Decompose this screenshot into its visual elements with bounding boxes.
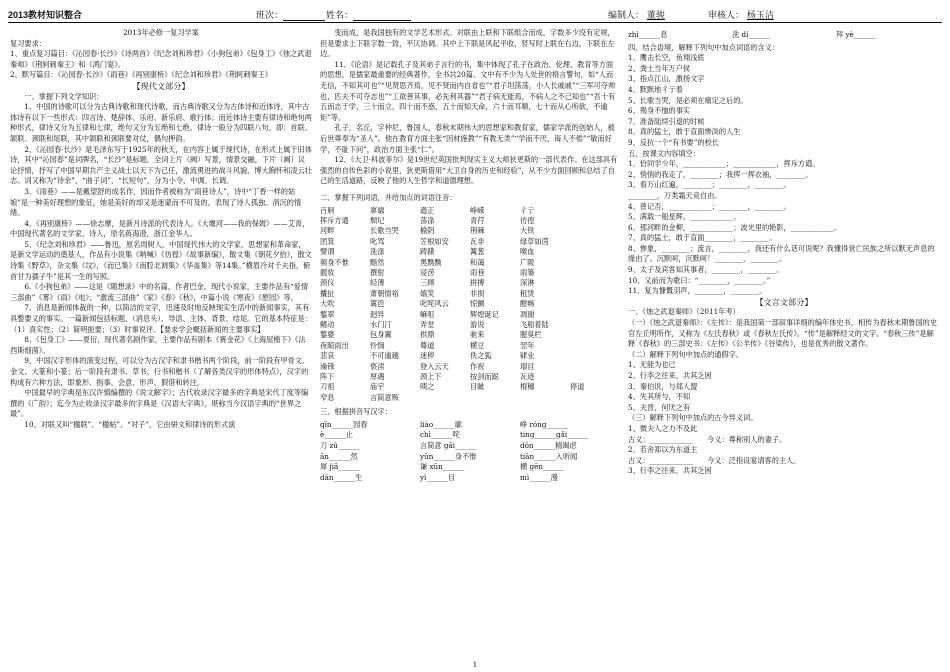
knowledge-paragraph: 12、《大卫·科波菲尔》是19世纪英国批判现实主义大师狄更斯的一部代表作。在这部具有强烈的自传色彩的小说里，狄更斯借用“大卫自身的历史和经验”，从不少方面回顾和总结了自己的生活道路，反映了他的人生哲学和道德理想。 bbox=[320, 155, 618, 186]
knowledge-paragraph: 孔子，名丘，字仲尼，鲁国人，春秋末期伟大的思想家和教育家，儒家学派的创始人，被后世尊奉为“圣人”。他在教育方面主张“因材施教”“有教无类”“学而不厌，诲人不倦”“敏而好学，不耻下问”，政治方面主张“仁”。 bbox=[320, 123, 615, 154]
vocab-word: 长歌当哭 bbox=[370, 226, 399, 236]
vocab-word: 黯然 bbox=[370, 257, 385, 267]
pinyin-item: 洗 dí______ bbox=[732, 30, 770, 39]
requirement-line: 1、重点复习篇目：《沁园春·长沙》《诗两首》《纪念刘和珍君》《小狗包弟》《包身工》《烛之武退秦师》《荆轲刺秦王》和《鸿门宴》。 bbox=[10, 49, 312, 69]
vocab-word: 笠根如安 bbox=[420, 236, 449, 246]
fill-item: 8、惨象，________；流言，________，我还有什么话可说呢？我懂得衰亡民族之所以默无声息的缘由了。沉默呵，沉默呵！________，________。 bbox=[628, 243, 935, 264]
classical-line: 古义：____________ 今义：尊称别人的妻子。 bbox=[628, 434, 787, 444]
vocab-word: 瑁目 bbox=[520, 361, 535, 371]
vocab-word: 萧朝情裕 bbox=[370, 288, 399, 298]
vocab-word: 榆阴 bbox=[420, 226, 435, 236]
vocab-word: 频身不惟 bbox=[320, 257, 349, 267]
vocab-word: 腥臭栏 bbox=[520, 330, 542, 340]
pinyin-item: yūn______身不惟 bbox=[420, 451, 477, 461]
fill-item: 6、那河畔的金柳，____________；波光里的艳影，____________。 bbox=[628, 222, 842, 232]
fill-item: 5、满载一船星辉，____________。 bbox=[628, 212, 741, 222]
class-blank[interactable] bbox=[283, 11, 325, 21]
knowledge-continued bbox=[320, 28, 620, 187]
vocab-word bbox=[570, 258, 620, 268]
vocab-word: 登入云天 bbox=[420, 361, 449, 371]
review-requirements bbox=[10, 39, 312, 81]
fill-item: 3、看万山红遍，________；________，________。 bbox=[628, 180, 791, 190]
knowledge-paragraph: 9、中国汉字形体的演变过程，可以分为古汉字和隶书楷书两个阶段，前一阶段有甲骨文、金文、大篆和小篆；后一阶段有隶书、草书、行书和楷书（了解各类汉字的形体特点），汉字的构成有六种方法，即象形、指事、会意、形声、假借和转注。 bbox=[10, 356, 310, 387]
vocab-word: 河畔 bbox=[320, 226, 335, 236]
vocab-word: 雨巷 bbox=[470, 267, 485, 277]
classical-line: （一）《烛之武退秦师》：《左传》：是我国第一部叙事详细的编年体史书，相传为春秋末期鲁国的史官左丘明所作，又称为《左氏春秋》或《春秋左氏传》。“传”是解释经文的文字。“春秋三传”是解释《春秋》的三部史书：《左传》《公羊传》《谷梁传》，也是优秀的散文著作。 bbox=[628, 318, 938, 349]
knowledge-paragraph: 2、《沁园春·长沙》是毛泽东写于1925年的秋天，在内容上属于现代诗，在形式上属于旧体诗，其中“沁园春”是词牌名，“长沙”是标题。全词上片（阙）写景，情景交融，下片（阙）议论抒情，抒写了中国早期共产主义战士以天下为己任，激流勇进的战斗风貌、博大胸怀和凌云壮志。词又称为“诗余”、“曲子词”、“长短句”，分为小令、中调、长调。 bbox=[10, 144, 312, 186]
vocab-word: 窄息 bbox=[320, 392, 335, 402]
vocab-word: 浸涝 bbox=[420, 267, 435, 277]
knowledge-paragraph: 8、《包身工》——夏衍，现代著名剧作家，主要作品有剧本《赛金花》《上海屋檐下》《法西斯细菌》。 bbox=[10, 335, 306, 355]
vocab-word: 荆棘 bbox=[470, 226, 485, 236]
vocab-word: 惊颤 bbox=[470, 299, 485, 309]
vocab-word: 叱咤风云 bbox=[420, 299, 449, 309]
vocab-word bbox=[570, 330, 620, 340]
vocab-word: 撰射 bbox=[370, 267, 385, 277]
vocab-word bbox=[570, 320, 620, 330]
vocab-word: 游说 bbox=[470, 319, 485, 329]
knowledge-paragraph: 6.《小狗包弟》——这是《随想录》中的名篇，作者巴金，现代小说家，主要作品有“爱情三部曲”《雾》《雨》《电》；“激流三部曲”《家》《春》《秋》，中篇小说《寒夜》《憩园》等。 bbox=[10, 282, 309, 302]
pinyin-heading: 三、根据拼音写汉字： bbox=[320, 407, 392, 417]
classical-line: 3、行李之往来，共其乏困 bbox=[628, 466, 712, 476]
fill-in-exercise bbox=[628, 159, 940, 297]
vocab-word: 拼搏 bbox=[470, 278, 485, 288]
vocab-word bbox=[570, 216, 620, 226]
reviewer-name: 杨玉洁 bbox=[746, 11, 774, 21]
pinyin-item: mì______漫 bbox=[520, 472, 558, 482]
study-guide-title: 2013年必修一复习学案 bbox=[123, 28, 199, 37]
meaning-item: 1、鹰击长空，鱼翔浅底 bbox=[628, 53, 705, 63]
vocab-word: 亵渎 bbox=[370, 361, 385, 371]
vocab-word: 峥嵘 bbox=[470, 205, 485, 215]
knowledge-paragraph: 11、《论语》是记载孔子及其弟子言行的书，集中体现了孔子在政治、伦理、教育等方面的思想，是儒家最重要的经典著作，全书共20篇。文中有不少为人处世的格言警句，如“人而无信，不知其可也”“见贤思齐焉，见不贤而内自省也”“君子坦荡荡，小人长戚戚”“三军可夺帅也，匹夫不可夺志也”“工欲善其事，必先利其器”“君子病无能焉，不病人之不己知也”“吾十有五而志于学，三十而立，四十而不惑，五十而知天命，六十而耳顺，七十而从心所欲，不逾矩”等。 bbox=[320, 59, 616, 122]
vocab-word: 凋谢 bbox=[520, 309, 535, 319]
vocab-word: 三顾 bbox=[420, 278, 435, 288]
vocab-word: 寥廓 bbox=[370, 205, 385, 215]
vocab-word: 譬谓 bbox=[320, 247, 335, 257]
vocab-word: 蓦道 bbox=[420, 340, 435, 350]
vocab-word bbox=[570, 341, 620, 351]
vocab-word: 停道 bbox=[570, 382, 585, 392]
vocab-word: 弄堂 bbox=[420, 319, 435, 329]
knowledge-paragraph: 7、消息是新闻体裁的一种，以简洁的文字，迅速及时地反映现实生活中的新闻事实，其有具整要义的事实。一篇新闻包括标题、（消息头）、导语、主体、背景、结尾。它的基本特征是：（1）真实性；（2）简明扼要；（3）时事说评。【要求学会概括新闻的主要事实】 bbox=[10, 303, 312, 334]
name-label: 姓名： bbox=[326, 11, 354, 21]
modern-knowledge-list bbox=[10, 92, 312, 431]
vocab-word bbox=[570, 268, 620, 278]
pinyin-item: 谦 xūn______ bbox=[420, 462, 465, 472]
vocab-word: 辉煌诞记 bbox=[470, 309, 499, 319]
meaning-item: 7、准备陆续引退的时候 bbox=[628, 116, 705, 126]
requirement-line: 复习要求： bbox=[10, 38, 46, 48]
requirement-line: 2、默写篇目：《沁园春·长沙》《雨巷》《再别康桥》《纪念刘和珍君》《荆轲刺秦王》 bbox=[10, 70, 272, 80]
vocab-word: 叱骂 bbox=[370, 236, 385, 246]
vocab-word: 百舸 bbox=[320, 205, 335, 215]
classical-q1-heading: 一、《烛之武退秦师》（2011年考） bbox=[628, 307, 740, 317]
meaning-item: 4、默默地彳亍着 bbox=[628, 84, 683, 94]
vocab-word bbox=[570, 310, 620, 320]
fill-heading: 五、按课文内容填空： bbox=[628, 148, 700, 158]
meaning-item: 8、真的猛士，敢于直面惨淡的人生 bbox=[628, 127, 741, 137]
classical-line: 古义：____________ 今义：泛指设宴请客的主人。 bbox=[628, 455, 801, 465]
vocab-word: 澡锋 bbox=[320, 361, 335, 371]
vocab-grid bbox=[320, 206, 620, 404]
classical-line: 3、秦伯说，与郑人盟 bbox=[628, 381, 698, 391]
knowledge-paragraph: 变而成，是我国独有的文学艺术形式。对联由上联和下联组合而成，字数多少没有定规，但是要求上下联字数一致，平仄协调。其中上下联是风起平收，竖写时上联在右边，下联在左边。 bbox=[320, 28, 615, 59]
vocab-word bbox=[570, 372, 620, 382]
meaning-item: 3、指点江山，激扬文字 bbox=[628, 74, 705, 84]
vocab-word: 鳍动 bbox=[320, 319, 335, 329]
vocab-word: 迷秽 bbox=[420, 351, 435, 361]
vocab-word: 篱笆 bbox=[370, 299, 385, 309]
vocab-word: 水门汀 bbox=[370, 319, 392, 329]
vocab-word: 深淋 bbox=[520, 278, 535, 288]
vocab-word: 靓妆 bbox=[320, 267, 335, 277]
vocab-word: 厚遇 bbox=[370, 372, 385, 381]
vocab-word: 挥斥方遒 bbox=[320, 215, 349, 225]
vocab-word: 广陂 bbox=[520, 257, 535, 267]
vocab-word: 非损 bbox=[470, 288, 485, 298]
pinyin-exercise bbox=[320, 420, 620, 484]
vocab-word: 迥异 bbox=[370, 309, 385, 319]
vocab-word: 篝葱 bbox=[470, 247, 485, 257]
vocab-word: 怜悯 bbox=[370, 340, 385, 350]
vocab-word: 大铁 bbox=[520, 226, 535, 236]
vocab-word: 咦之 bbox=[420, 382, 435, 392]
pinyin-item: 刀 zǔ______ bbox=[320, 441, 360, 450]
classical-line: 1、微夫人之力不及此 bbox=[628, 423, 698, 433]
vocab-word: 黑黝黝 bbox=[420, 257, 442, 267]
vocab-heading: 二、掌握下列词语，并给加点的词语注音： bbox=[320, 192, 457, 202]
pinyin-item: 峥 róng______ bbox=[520, 419, 569, 429]
classical-line: （二）解释下列句中加点的通假字。 bbox=[628, 349, 744, 359]
vocab-word bbox=[570, 247, 620, 257]
vocab-word: 鏊翠 bbox=[320, 309, 335, 319]
class-label: 班次： bbox=[256, 11, 284, 21]
vocab-word: 刀祖 bbox=[320, 382, 335, 392]
classical-line: 2、若舍郑以为东道主 bbox=[628, 445, 698, 455]
pinyin-item: dān______生 bbox=[320, 472, 363, 482]
pinyin-item: liáo______廓 bbox=[420, 419, 462, 429]
pinyin-item: 言简意 gāi______ bbox=[420, 441, 477, 450]
vocab-word: 嬉笑 bbox=[420, 288, 435, 298]
pinyin-item: ting______gǎi______ bbox=[520, 430, 589, 440]
meaning-item: 9、反抗一个“有书要”的校长 bbox=[628, 137, 719, 147]
document-title: 2013教材知识整合 bbox=[8, 10, 83, 20]
vocab-word bbox=[570, 362, 620, 372]
name-blank[interactable] bbox=[353, 11, 411, 21]
classical-line: （三）解释下列句中加点的古今异义词。 bbox=[628, 413, 758, 423]
classical-line: 4、失其所与，不知 bbox=[628, 392, 691, 402]
classical-line: 1、无能为也已 bbox=[628, 360, 676, 370]
vocab-word bbox=[570, 206, 620, 216]
pinyin-item: yì______目 bbox=[420, 472, 456, 482]
vocab-word bbox=[570, 226, 620, 236]
vocab-word: 拱鼎 bbox=[420, 330, 435, 340]
vocab-word: 阵下 bbox=[320, 372, 335, 381]
knowledge-paragraph: 中国最早的字典是东汉许慎编撰的《说文解字》；古代收录汉字最多的字典是宋代丁度等编撰的《广韵》；迄今为止收录汉字最多的字典是《汉语大字典》，堪称当今汉语字典的“世界之最”。 bbox=[10, 388, 309, 419]
vocab-word: 嘛咀 bbox=[420, 309, 435, 319]
meaning-heading: 四、结合语境，解释下列句中加点词语的含义： bbox=[628, 42, 779, 52]
pinyin-item: ān______然 bbox=[320, 451, 358, 461]
vocab-word: 荡涤 bbox=[420, 215, 435, 225]
pinyin-exercise-continued bbox=[628, 30, 940, 41]
fill-item: ________，万类霜天竞自由。 bbox=[628, 190, 722, 200]
fill-item: 7、真的猛士，敢于直面________，________。 bbox=[628, 233, 777, 243]
fill-item: 11、复为慷慨羽声，________，________。 bbox=[628, 286, 767, 296]
vocab-word: 颈上下 bbox=[420, 372, 442, 381]
vocab-word: 鏊婆 bbox=[320, 330, 335, 340]
vocab-word: 棍穗 bbox=[520, 382, 535, 392]
vocab-word: 喉血 bbox=[520, 247, 535, 257]
class-field bbox=[256, 8, 325, 21]
vocab-word bbox=[520, 393, 570, 403]
vocab-word: 横豆 bbox=[470, 340, 485, 350]
editor-label: 编制人： bbox=[608, 11, 645, 21]
pinyin-item: 犀 jiǎ______ bbox=[320, 462, 360, 472]
vocab-word bbox=[570, 393, 620, 403]
vocab-word: 不可逾越 bbox=[370, 351, 399, 361]
reviewer-label: 审核人： bbox=[708, 11, 745, 21]
fill-item: 4、曾记否，____________；________，________。 bbox=[628, 201, 791, 211]
vocab-word: 洗涤 bbox=[370, 247, 385, 257]
vocab-word: 团箕 bbox=[320, 236, 335, 246]
vocab-word: 瓦非 bbox=[470, 236, 485, 246]
vocab-word: 大吹 bbox=[320, 299, 335, 309]
vocab-word bbox=[570, 278, 620, 288]
pinyin-item: dōn______精竭虑 bbox=[520, 441, 577, 450]
fill-item: 2、悄悄的我走了，________；我挥一挥衣袖，________。 bbox=[628, 169, 813, 179]
vocab-word: 踌躇 bbox=[420, 247, 435, 257]
meaning-item: 5、长歌当哭，是必须在痛定之后的。 bbox=[628, 95, 748, 105]
knowledge-paragraph: 一、掌握下列文学知识： bbox=[24, 91, 104, 101]
vocab-word: 彳亍 bbox=[520, 205, 535, 215]
vocab-word: 作祝 bbox=[470, 361, 485, 371]
knowledge-paragraph: 10、对联又叫“楹联”、“楹帖”、“对子”，它由骈文和律诗的形式演 bbox=[24, 419, 236, 429]
column-1 bbox=[10, 28, 312, 664]
vocab-word: 言简意赅 bbox=[370, 392, 399, 402]
vocab-word: 租赁 bbox=[520, 288, 535, 298]
meaning-exercise bbox=[628, 53, 940, 148]
vocab-word bbox=[570, 237, 620, 247]
page-header bbox=[8, 6, 942, 22]
vocab-word: 庙宇 bbox=[370, 382, 385, 392]
vocab-word: 包身翼 bbox=[370, 330, 392, 340]
vocab-word: 绿草如茵 bbox=[520, 236, 549, 246]
editor-field bbox=[608, 8, 665, 21]
column-2 bbox=[320, 28, 620, 664]
pinyin-item: qīn______园春 bbox=[320, 419, 368, 429]
knowledge-paragraph: 5、《纪念刘和珍君》——鲁迅，原名周树人，中国现代伟大的文学家、思想家和革命家，是新文学运动的奠基人，作品有小说集《呐喊》《彷徨》《故事新编》，散文集《朝花夕拾》，散文诗集《野草》，杂文集《坟》，《而已集》《南腔北调集》《华盖集》等14集。”横眉冷对千夫指，俯首甘为孺子牛”是其一生的写照。 bbox=[10, 239, 312, 281]
pinyin-item: 拜 yè______ bbox=[836, 30, 876, 39]
pinyin-item: è______止 bbox=[320, 430, 354, 440]
vocab-word bbox=[570, 351, 620, 361]
modern-section-heading: 【现代文部分】 bbox=[132, 80, 190, 91]
vocab-word: 颓圮 bbox=[370, 215, 385, 225]
header-divider bbox=[8, 22, 942, 23]
pinyin-item: zhì______息 bbox=[628, 30, 668, 39]
vocab-word bbox=[470, 393, 520, 403]
reviewer-field bbox=[708, 8, 774, 21]
pinyin-item: chì______咤 bbox=[420, 430, 460, 440]
knowledge-paragraph: 1、中国的诗歌可以分为古典诗歌和现代诗歌，而古典诗歌又分为古体诗和近体诗，其中古体诗有以下一些形式：四言诗、楚辞体、乐府、新乐府、歌行体；而近体诗主要有律诗和绝句两种形式，律诗又分为五律和七律，绝句又分为五绝和七绝。律诗一般分为四联八句，即：首联、颔联、颈联和尾联，其中颔联和颈联要对仗，偶句押韵。 bbox=[10, 102, 312, 143]
meaning-item: 2、粪土当年万户侯 bbox=[628, 63, 691, 73]
fill-item: 1、恰同学少年，____________；____________，挥斥方遒。 bbox=[628, 159, 820, 169]
fill-item: 9、太子及宾客知其事者，________，________。 bbox=[628, 265, 784, 275]
vocab-word: 夜晾雨出 bbox=[320, 340, 349, 350]
classical-section-heading: 【文言文部分】 bbox=[755, 296, 813, 307]
vocab-word: 青荇 bbox=[470, 215, 485, 225]
pinyin-item: 横 gēn______ bbox=[520, 462, 565, 472]
vocab-word: 驰来 bbox=[470, 330, 485, 340]
vocab-word: 肄业 bbox=[520, 351, 535, 361]
vocab-word: 彷徨 bbox=[520, 215, 535, 225]
vocab-word: 颈仪 bbox=[320, 278, 335, 288]
vocab-word: 雨篓 bbox=[520, 267, 535, 277]
vocab-word: 瓦迹 bbox=[520, 372, 535, 381]
name-field bbox=[326, 8, 411, 21]
vocab-word: 和蔼 bbox=[470, 257, 485, 267]
knowledge-paragraph: 3、《雨巷》——是戴望舒的成名作，因而作者被称为“雨巷诗人”，诗中“丁香一样的姑娘”是一种美好理想的象征，她是美好的却又是迷蒙而不可及的，表现了诗人孤独、消沉的情绪。 bbox=[10, 186, 302, 218]
vocab-word: 按剑而跽 bbox=[470, 372, 499, 381]
vocab-word: 攮扯 bbox=[320, 288, 335, 298]
vocab-word: 佚之狐 bbox=[470, 351, 492, 361]
page-number: 1 bbox=[472, 661, 478, 669]
vocab-word: 目眦 bbox=[470, 382, 485, 392]
column-3 bbox=[628, 28, 940, 664]
knowledge-paragraph: 4、《再别康桥》——徐志摩，是新月诗派的代表诗人。《大堰河——我的保姆》——艾青，中国现代著名的文学家、诗人，原名蒋海澄，浙江金华人。 bbox=[10, 218, 310, 239]
classical-line: 2、行李之往来，共其乏困 bbox=[628, 371, 712, 380]
vocab-word: 轻薄 bbox=[370, 278, 385, 288]
meaning-item: 6、殒身不恤的事实 bbox=[628, 106, 691, 116]
vocab-word: 翌年 bbox=[520, 340, 535, 350]
vocab-word: 遒正 bbox=[420, 205, 435, 215]
vocab-word bbox=[420, 393, 470, 403]
fill-item: 10、又前而为歌曰：“________，________。” bbox=[628, 275, 771, 285]
classical-line: 5、夫晋，何厌之有 bbox=[628, 402, 691, 412]
vocab-word bbox=[570, 289, 620, 299]
vocab-word bbox=[570, 299, 620, 309]
vocab-word: 飞船着陆 bbox=[520, 319, 549, 329]
pinyin-item: tiān______入听闻 bbox=[520, 451, 578, 461]
classical-q1-content bbox=[628, 318, 940, 477]
editor-name: 董骏 bbox=[646, 11, 665, 21]
vocab-word: 酣畅 bbox=[520, 299, 535, 309]
vocab-word: 悲哀 bbox=[320, 351, 335, 361]
